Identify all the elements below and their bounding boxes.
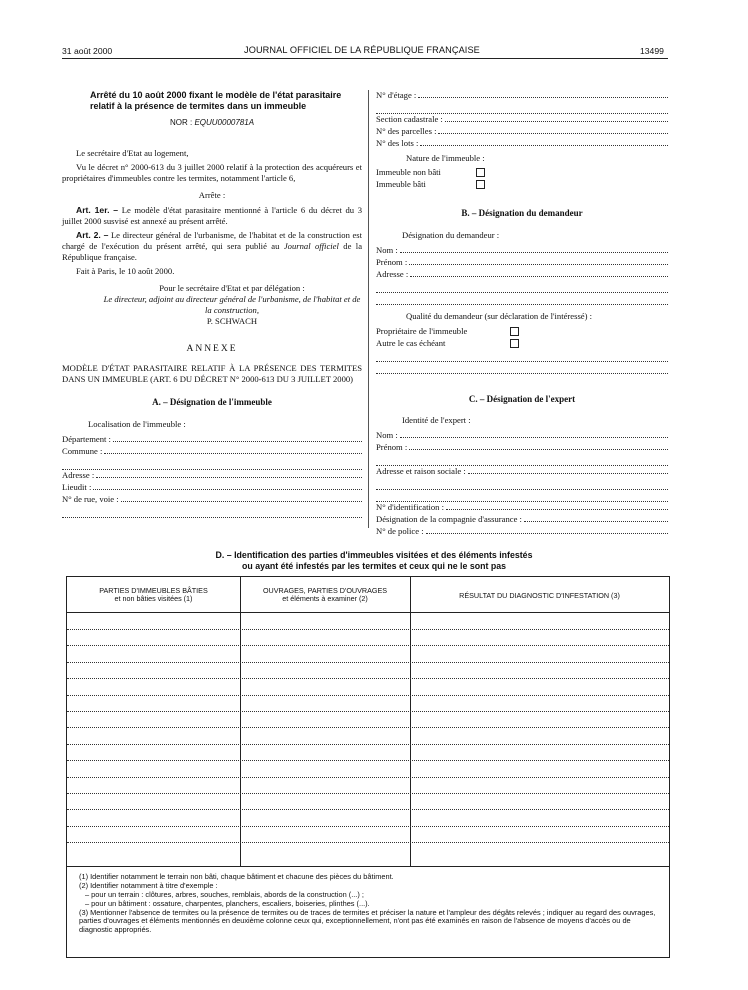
table-row[interactable] [67, 662, 669, 663]
footnote-2-batiment: – pour un bâtiment : ossature, charpentes, planchers, escaliers, boiseries, plinthes (...). [85, 898, 370, 908]
table-row[interactable] [67, 695, 669, 696]
nor-code: EQUU0000781A [194, 117, 255, 127]
field-commune[interactable]: Commune : [62, 446, 362, 458]
qualite-label: Qualité du demandeur (sur déclaration de l'intéressé) : [406, 310, 593, 321]
field-departement[interactable]: Département : [62, 434, 362, 446]
vu-text: Vu le décret n° 2000-613 du 3 juillet 2000 relatif à la protection des acquéreurs et propriétaires d'immeubles contre les termites, notamment l'article 6, [62, 161, 362, 183]
article-2-italic: Journal officiel [283, 240, 339, 251]
journal-title: JOURNAL OFFICIEL DE LA RÉPUBLIQUE FRANÇAISE [244, 45, 480, 55]
field-demandeur-adresse-cont2[interactable] [376, 293, 668, 305]
table-row[interactable] [67, 629, 669, 630]
field-demandeur-prenom[interactable]: Prénom : [376, 257, 668, 269]
field-adresse-raison-sociale[interactable]: Adresse et raison sociale : [376, 466, 668, 478]
notes-separator [67, 866, 669, 867]
annexe-heading: ANNEXE [186, 343, 238, 354]
article-2-label: Art. 2. – [76, 229, 109, 240]
left-column [62, 90, 362, 518]
field-rue-cont[interactable] [62, 506, 362, 518]
section-d-title [140, 550, 608, 571]
field-section-cadastrale[interactable]: Section cadastrale : [376, 114, 668, 126]
expert-label: Identité de l'expert : [402, 415, 471, 426]
field-adresse-raison-cont2[interactable] [376, 490, 668, 502]
field-lieudit[interactable]: Lieudit : [62, 482, 362, 494]
table-row[interactable] [67, 760, 669, 761]
nor-reference [62, 118, 362, 128]
field-rue[interactable]: N° de rue, voie : [62, 494, 362, 506]
column-divider-2 [410, 577, 411, 866]
header-date: 31 août 2000 [62, 46, 113, 56]
page-number: 13499 [640, 46, 664, 56]
table-row[interactable] [67, 645, 669, 646]
article-1-text: Le modèle d'état parasitaire mentionné à l'article 6 du décret du 3 juillet 2000 susvisé est annexé au présent arrêté. [62, 204, 363, 226]
demandeur-label: Désignation du demandeur : [402, 229, 500, 240]
field-adresse-raison-cont1[interactable] [376, 478, 668, 490]
section-d-title-line2: ou ayant été infestés par les termites et ceux qui ne le sont pas [242, 560, 506, 571]
checkbox-proprietaire[interactable] [510, 327, 519, 336]
table-row[interactable] [67, 678, 669, 679]
column-header-parties: PARTIES D'IMMEUBLES BÂTIES et non bâties visitées (1) [67, 577, 240, 613]
footnotes [79, 873, 661, 935]
footnote-2-terrain: – pour un terrain : clôtures, arbres, souches, remblais, abords de la construction (...) ; [85, 889, 364, 899]
article-2-text-a: Le directeur général de l'urbanisme, de l'habitat et de la construction est chargé de l'exécution du présent arrêté, qui sera publié au [62, 229, 362, 251]
checkbox-autre[interactable] [510, 339, 519, 348]
infestation-table [66, 576, 670, 958]
column-header-resultat: RÉSULTAT DU DIAGNOSTIC D'INFESTATION (3) [410, 577, 669, 613]
field-demandeur-nom[interactable]: Nom : [376, 245, 668, 257]
field-expert-cont[interactable] [376, 454, 668, 466]
field-expert-nom[interactable]: Nom : [376, 430, 668, 442]
option-proprietaire[interactable]: Propriétaire de l'immeuble [376, 326, 668, 338]
option-autre[interactable]: Autre le cas échéant [376, 338, 668, 350]
article-1-label: Art. 1er. – [76, 204, 119, 215]
table-row[interactable] [67, 842, 669, 843]
column-divider-1 [240, 577, 241, 866]
nature-label: Nature de l'immeuble : [406, 153, 485, 163]
field-lots[interactable]: N° des lots : [376, 138, 668, 150]
header-rule [62, 58, 668, 59]
signatory-title: Le directeur, adjoint au directeur général de l'urbanisme, de l'habitat et de la construction, [103, 293, 361, 315]
field-commune-cont[interactable] [62, 458, 362, 470]
field-parcelles[interactable]: N° des parcelles : [376, 126, 668, 138]
field-qualite-cont2[interactable] [376, 362, 668, 374]
right-column [376, 90, 668, 538]
footnote-3: (3) Mentionner l'absence de termites ou la présence de termites ou de traces de termites et préciser la nature et l'ampleur des dégâts relevés ; indiquer au regard des ouvrages, parties d'ouvrages et éléments mentionnés en deuxième colonne ceux qui, exceptionnellement, n'ont pas été examinés en raison de l'absence de moyens d'accès ou de diagnostic appropriés. [79, 907, 656, 935]
field-etage[interactable]: N° d'étage : [376, 90, 668, 102]
option-bati[interactable]: Immeuble bâti [376, 178, 668, 190]
field-expert-prenom[interactable]: Prénom : [376, 442, 668, 454]
modele-title: MODÈLE D'ÉTAT PARASITAIRE RELATIF À LA PRÉSENCE DES TERMITES DANS UN IMMEUBLE (ART. 6 DU DÉCRET N° 2000-613 DU 3 JUILLET 2000) [62, 362, 362, 384]
table-row[interactable] [67, 777, 669, 778]
section-b-title: B. – Désignation du demandeur [461, 208, 583, 218]
section-d-title-line1: D. – Identification des parties d'immeubles visitées et des éléments infestés [215, 550, 533, 560]
field-assurance[interactable]: Désignation de la compagnie d'assurance : [376, 514, 668, 526]
field-qualite-cont1[interactable] [376, 350, 668, 362]
article-2 [62, 230, 362, 263]
footnote-2: (2) Identifier notamment à titre d'exemple : [79, 880, 218, 890]
table-row[interactable] [67, 727, 669, 728]
field-demandeur-adresse[interactable]: Adresse : [376, 269, 668, 281]
field-etage-cont[interactable] [376, 102, 668, 114]
localisation-label: Localisation de l'immeuble : [88, 418, 186, 429]
field-adresse[interactable]: Adresse : [62, 470, 362, 482]
article-2-text-b: de la République française. [62, 240, 363, 262]
checkbox-non-bati[interactable] [476, 168, 485, 177]
fait-a-paris: Fait à Paris, le 10 août 2000. [76, 265, 175, 276]
arrete-label: Arrête : [198, 189, 226, 200]
section-a-title: A. – Désignation de l'immeuble [152, 396, 272, 407]
checkbox-bati[interactable] [476, 180, 485, 189]
nor-label: NOR : [169, 117, 193, 127]
column-header-ouvrages: OUVRAGES, PARTIES D'OUVRAGES et éléments à examiner (2) [240, 577, 410, 613]
section-c-title: C. – Désignation de l'expert [468, 393, 576, 404]
table-row[interactable] [67, 793, 669, 794]
table-row[interactable] [67, 711, 669, 712]
table-row[interactable] [67, 809, 669, 810]
table-row[interactable] [67, 744, 669, 745]
delegation-text: Pour le secrétaire d'Etat et par délégation : [159, 282, 305, 293]
signatory-name: P. SCHWACH [206, 315, 258, 326]
table-row[interactable] [67, 826, 669, 827]
field-demandeur-adresse-cont1[interactable] [376, 281, 668, 293]
column-divider [368, 90, 369, 528]
footnote-1: (1) Identifier notamment le terrain non bâti, chaque bâtiment et chacune des pièces du bâtiment. [79, 872, 394, 881]
option-non-bati[interactable]: Immeuble non bâti [376, 166, 668, 178]
intro-text: Le secrétaire d'Etat au logement, [76, 147, 189, 158]
field-identification[interactable]: N° d'identification : [376, 502, 668, 514]
decree-title: Arrêté du 10 août 2000 fixant le modèle de l'état parasitaire relatif à la présence de termites dans un immeuble [90, 90, 342, 111]
field-police[interactable]: N° de police : [376, 526, 668, 538]
article-1 [62, 205, 362, 227]
